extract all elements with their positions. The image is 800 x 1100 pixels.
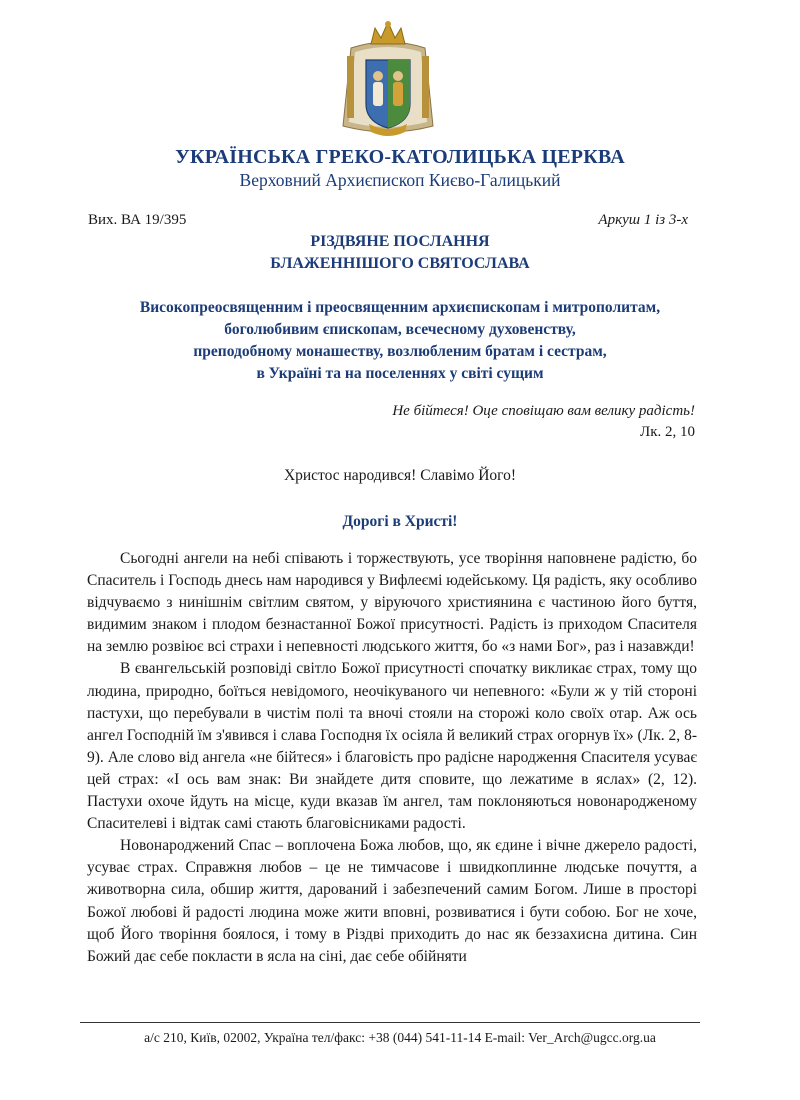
epigraph-reference: Лк. 2, 10: [640, 424, 695, 440]
address-line: Високопреосвященним і преосвященним архиєпископам і митрополитам,: [139, 299, 661, 316]
letter-body: [87, 548, 697, 968]
outgoing-number: Вих. ВА 19/395: [88, 212, 187, 228]
body-paragraph: Новонароджений Спас – воплочена Божа любов, що, як єдине і вічне джерело радості, усуває страх. Справжня любов – це не тимчасове і швидкоплинне людське почуття, а животворна сила, обшир життя, дарований і забезпечений самим Богом. Лише в просторі Божої любові й радості людина може жити вповні, розвиватися і бути собою. Бог не хоче, щоб Його творіння боялося, і тому в Різдві приходить до нас як беззахисна дитина. Син Божий дає себе покласти в ясла на сіні, дає себе обійняти: [87, 837, 697, 965]
footer-divider: [80, 1022, 700, 1023]
footer-contacts: а/с 210, Київ, 02002, Україна тел/факс: +38 (044) 541-11-14 E-mail: Ver_Arch@ugcc.org.ua: [144, 1030, 656, 1045]
epigraph-quote: Не бійтеся! Оце сповіщаю вам велику радість!: [392, 403, 695, 419]
document-title-line-2: БЛАЖЕННІШОГО СВЯТОСЛАВА: [270, 255, 530, 272]
address-line: преподобному монашеству, возлюбленим братам і сестрам,: [193, 343, 607, 360]
address-line: в Україні та на поселеннях у світі сущим: [256, 365, 544, 382]
christmas-greeting: Христос народився! Славімо Його!: [283, 467, 517, 484]
church-name: УКРАЇНСЬКА ГРЕКО-КАТОЛИЦЬКА ЦЕРКВА: [175, 146, 625, 168]
salutation: Дорогі в Христі!: [342, 513, 458, 530]
address-line: боголюбивим єпископам, всечесному духовенству,: [224, 321, 576, 338]
coat-of-arms-icon: [333, 18, 443, 143]
body-paragraph: В євангельській розповіді світло Божої присутності спочатку викликає страх, тому що людина, природно, боїться невідомого, неочікуваного чи непевного: «Були ж у тій стороні пастухи, що перебували в чистім полі та вночі стояли на сторожі коло своїх отар. Аж ось ангел Господній їм з'явився і слава Господня їх осіяла й великий страх огорнув їх» (Лк. 2, 8-9). Але слово від ангела «не бійтеся» і благовість про радісне народження Спасителя усуває цей страх: «І ось вам знак: Ви знайдете дитя сповите, що лежатиме в яслах» (2, 12). Пастухи охоче йдуть на місце, куди вказав їм ангел, там поклоняються новонародженому Спасителеві і відтак самі стають благовісниками радості.: [87, 660, 697, 833]
office-title: Верховний Архиєпископ Києво-Галицький: [239, 170, 561, 190]
body-paragraph: Сьогодні ангели на небі співають і торжествують, усе творіння наповнене радістю, бо Спаситель і Господь днесь нам народився у Вифлеємі юдейському. Ця радість, яку особливо відчуваємо з нинішнім світлим святом, у віруючого християнина є частиною його буття, видимим знаком і плодом безнастанної Божої присутності. Радість із приходом Спасителя на землю розвіює всі страхи і непевності людського життя, бо «з нами Бог», раз і назавжди!: [87, 550, 697, 656]
sheet-info: Аркуш 1 із 3-х: [598, 212, 688, 228]
document-title-line-1: РІЗДВЯНЕ ПОСЛАННЯ: [310, 233, 490, 250]
